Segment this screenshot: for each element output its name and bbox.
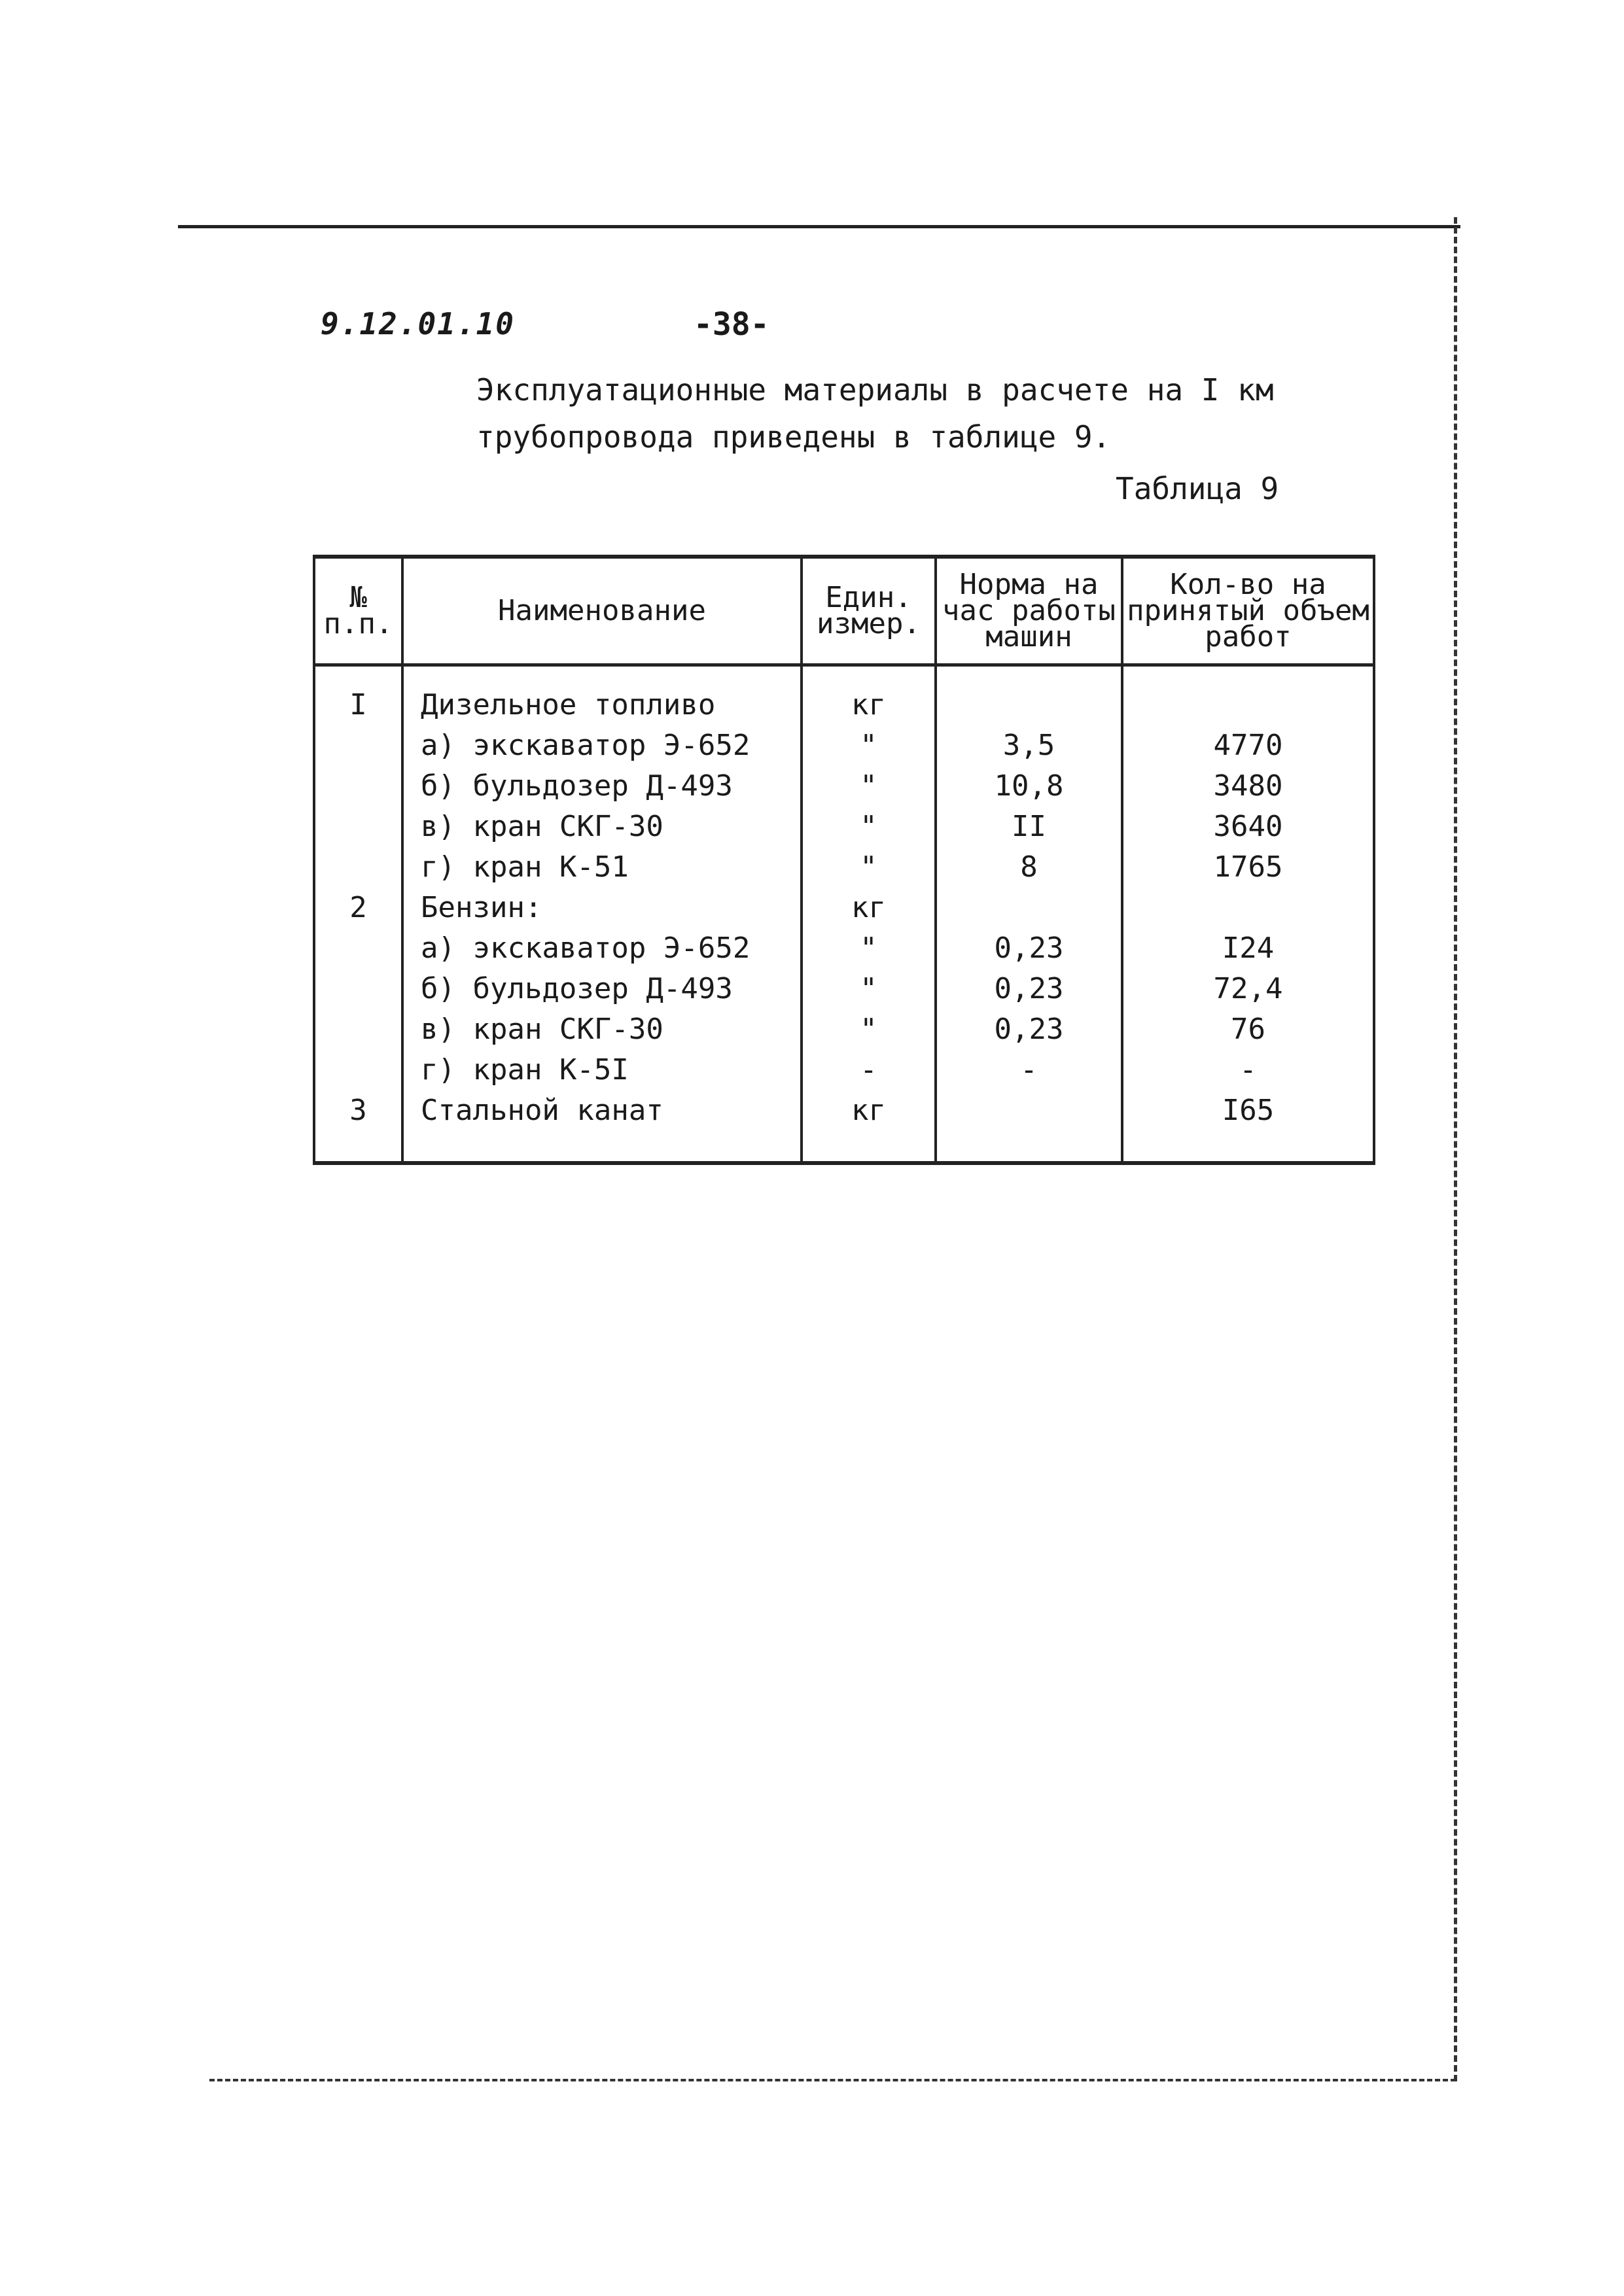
row-rate: 0,23 [936, 928, 1122, 969]
page-number: -38- [694, 306, 769, 343]
table-row [314, 888, 1374, 928]
row-num: 3 [314, 1090, 402, 1163]
row-unit: " [802, 807, 936, 847]
row-rate: 3,5 [936, 725, 1122, 766]
table-row [314, 1090, 1374, 1163]
row-qty: 3480 [1122, 766, 1374, 807]
row-num: 2 [314, 888, 402, 928]
row-num: I [314, 665, 402, 726]
row-name: б) бульдозер Д-493 [402, 766, 802, 807]
row-qty: 1765 [1122, 847, 1374, 888]
row-name: б) бульдозер Д-493 [402, 969, 802, 1009]
row-rate [936, 665, 1122, 726]
row-rate: 0,23 [936, 969, 1122, 1009]
table-row [314, 725, 1374, 766]
row-rate: 10,8 [936, 766, 1122, 807]
row-rate [936, 888, 1122, 928]
table-row [314, 807, 1374, 847]
header-num: № п.п. [314, 557, 402, 665]
row-name: в) кран СКГ-30 [402, 807, 802, 847]
row-name: Стальной канат [402, 1090, 802, 1163]
row-name: а) экскаватор Э-652 [402, 928, 802, 969]
row-num [314, 1009, 402, 1050]
row-rate: 0,23 [936, 1009, 1122, 1050]
row-num [314, 969, 402, 1009]
table-row [314, 1050, 1374, 1090]
row-name: Бензин: [402, 888, 802, 928]
row-qty [1122, 665, 1374, 726]
row-name: Дизельное топливо [402, 665, 802, 726]
row-unit: кг [802, 888, 936, 928]
row-rate: 8 [936, 847, 1122, 888]
row-qty: 76 [1122, 1009, 1374, 1050]
table-header-row [314, 557, 1374, 665]
table-row [314, 1009, 1374, 1050]
table-row [314, 766, 1374, 807]
row-qty: - [1122, 1050, 1374, 1090]
row-num [314, 725, 402, 766]
row-num [314, 847, 402, 888]
row-rate: II [936, 807, 1122, 847]
row-unit: кг [802, 665, 936, 726]
row-unit: кг [802, 1090, 936, 1163]
row-unit: " [802, 969, 936, 1009]
page-frame-right-border [1454, 217, 1457, 2081]
row-qty: 72,4 [1122, 969, 1374, 1009]
row-qty [1122, 888, 1374, 928]
row-num [314, 928, 402, 969]
row-unit: - [802, 1050, 936, 1090]
header-unit: Един. измер. [802, 557, 936, 665]
row-unit: " [802, 766, 936, 807]
row-rate: - [936, 1050, 1122, 1090]
row-unit: " [802, 928, 936, 969]
row-num [314, 766, 402, 807]
document-code: 9.12.01.10 [321, 306, 515, 341]
intro-paragraph: Эксплуатационные материалы в расчете на I км трубопровода приведены в таблице 9. [476, 372, 1274, 455]
row-unit: " [802, 847, 936, 888]
table-row [314, 969, 1374, 1009]
row-qty: I65 [1122, 1090, 1374, 1163]
row-unit: " [802, 1009, 936, 1050]
row-name: г) кран К-51 [402, 847, 802, 888]
materials-table [313, 555, 1375, 1165]
table-row [314, 665, 1374, 726]
row-qty: 4770 [1122, 725, 1374, 766]
row-name: а) экскаватор Э-652 [402, 725, 802, 766]
row-qty: I24 [1122, 928, 1374, 969]
row-name: в) кран СКГ-30 [402, 1009, 802, 1050]
table-row [314, 847, 1374, 888]
page-frame-top-border [178, 225, 1460, 228]
table-caption: Таблица 9 [1116, 471, 1279, 506]
table-row [314, 928, 1374, 969]
row-unit: " [802, 725, 936, 766]
header-qty: Кол-во на принятый объем работ [1122, 557, 1374, 665]
row-num [314, 807, 402, 847]
row-qty: 3640 [1122, 807, 1374, 847]
page-frame-bottom-border [209, 2079, 1456, 2081]
header-rate: Норма на час работы машин [936, 557, 1122, 665]
header-name: Наименование [402, 557, 802, 665]
row-name: г) кран К-5I [402, 1050, 802, 1090]
row-num [314, 1050, 402, 1090]
row-rate [936, 1090, 1122, 1163]
